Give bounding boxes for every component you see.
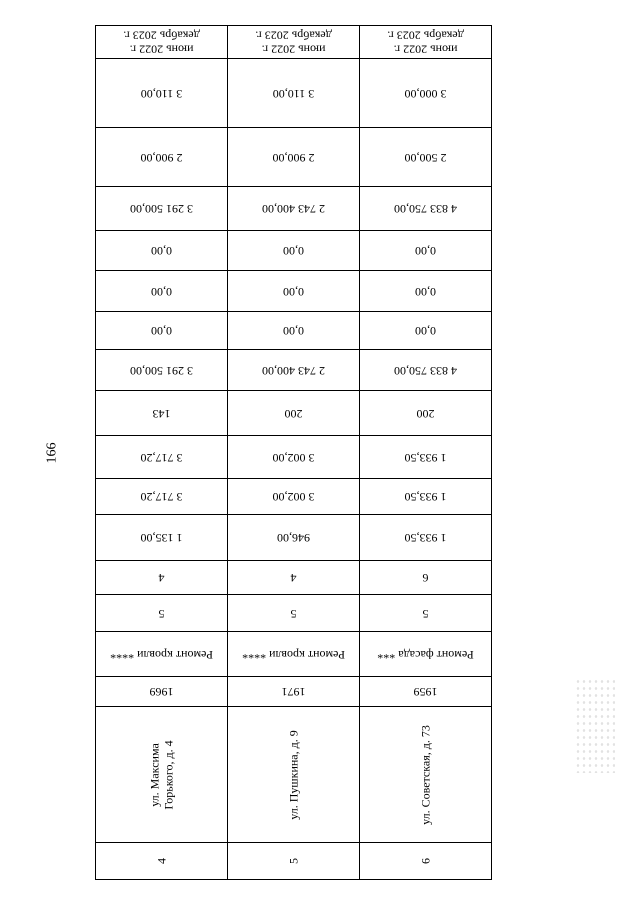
cell-period: июнь 2022 г. декабрь 2023 г.: [96, 26, 228, 59]
cell-area: 1 135,00: [96, 515, 228, 561]
cell-unit-cost: 2 900,00: [96, 128, 228, 187]
cell-funding: 0,00: [96, 312, 228, 350]
cell-year: 1971: [228, 677, 360, 707]
cell-wall-material: 5: [360, 595, 492, 632]
cell-unit-cost: 2 500,00: [360, 128, 492, 187]
cell-wall-material: 5: [96, 595, 228, 632]
cell-funding: 0,00: [360, 312, 492, 350]
cell-floors: 4: [96, 561, 228, 595]
cell-total-cost: 2 743 400,00: [228, 187, 360, 231]
cell-work-type: Ремонт кровли ****: [96, 632, 228, 677]
register-table: [95, 25, 492, 880]
cell-area: 3 717,20: [96, 436, 228, 479]
cell-floors: 4: [228, 561, 360, 595]
cell-funding: 0,00: [228, 271, 360, 312]
cell-period: июнь 2022 г. декабрь 2023 г.: [228, 26, 360, 59]
cell-funding-total: 2 743 400,00: [228, 350, 360, 391]
cell-area: 3 717,20: [96, 479, 228, 515]
cell-year: 1959: [360, 677, 492, 707]
cell-funding: 0,00: [228, 231, 360, 271]
cell-max-cost: 3 000,00: [360, 59, 492, 128]
cell-funding-total: 3 291 500,00: [96, 350, 228, 391]
cell-area: 946,00: [228, 515, 360, 561]
cell-area: 1 933,50: [360, 479, 492, 515]
cell-residents: 143: [96, 391, 228, 436]
cell-unit-cost: 2 900,00: [228, 128, 360, 187]
cell-funding: 0,00: [96, 231, 228, 271]
cell-funding: 0,00: [96, 271, 228, 312]
cell-wall-material: 5: [228, 595, 360, 632]
scan-artifact: [575, 678, 615, 773]
cell-max-cost: 3 110,00: [96, 59, 228, 128]
cell-floors: 6: [360, 561, 492, 595]
cell-funding: 0,00: [228, 312, 360, 350]
cell-year: 1969: [96, 677, 228, 707]
cell-area: 3 002,00: [228, 436, 360, 479]
cell-funding: 0,00: [360, 231, 492, 271]
page-number: 166: [44, 442, 59, 464]
cell-total-cost: 3 291 500,00: [96, 187, 228, 231]
cell-work-type: Ремонт фасада ***: [360, 632, 492, 677]
cell-period: июнь 2022 г. декабрь 2023 г.: [360, 26, 492, 59]
cell-row-number: 6: [360, 843, 492, 880]
cell-funding-total: 4 833 750,00: [360, 350, 492, 391]
cell-max-cost: 3 110,00: [228, 59, 360, 128]
cell-area: 1 933,50: [360, 436, 492, 479]
cell-row-number: 4: [96, 843, 228, 880]
cell-work-type: Ремонт кровли ****: [228, 632, 360, 677]
cell-address: ул. Пушкина, д. 9: [228, 707, 360, 843]
cell-address: ул. Максима Горького, д. 4: [96, 707, 228, 843]
cell-residents: 200: [360, 391, 492, 436]
cell-address: ул. Советская, д. 73: [360, 707, 492, 843]
cell-total-cost: 4 833 750,00: [360, 187, 492, 231]
cell-area: 3 002,00: [228, 479, 360, 515]
cell-area: 1 933,50: [360, 515, 492, 561]
cell-row-number: 5: [228, 843, 360, 880]
cell-funding: 0,00: [360, 271, 492, 312]
cell-residents: 200: [228, 391, 360, 436]
